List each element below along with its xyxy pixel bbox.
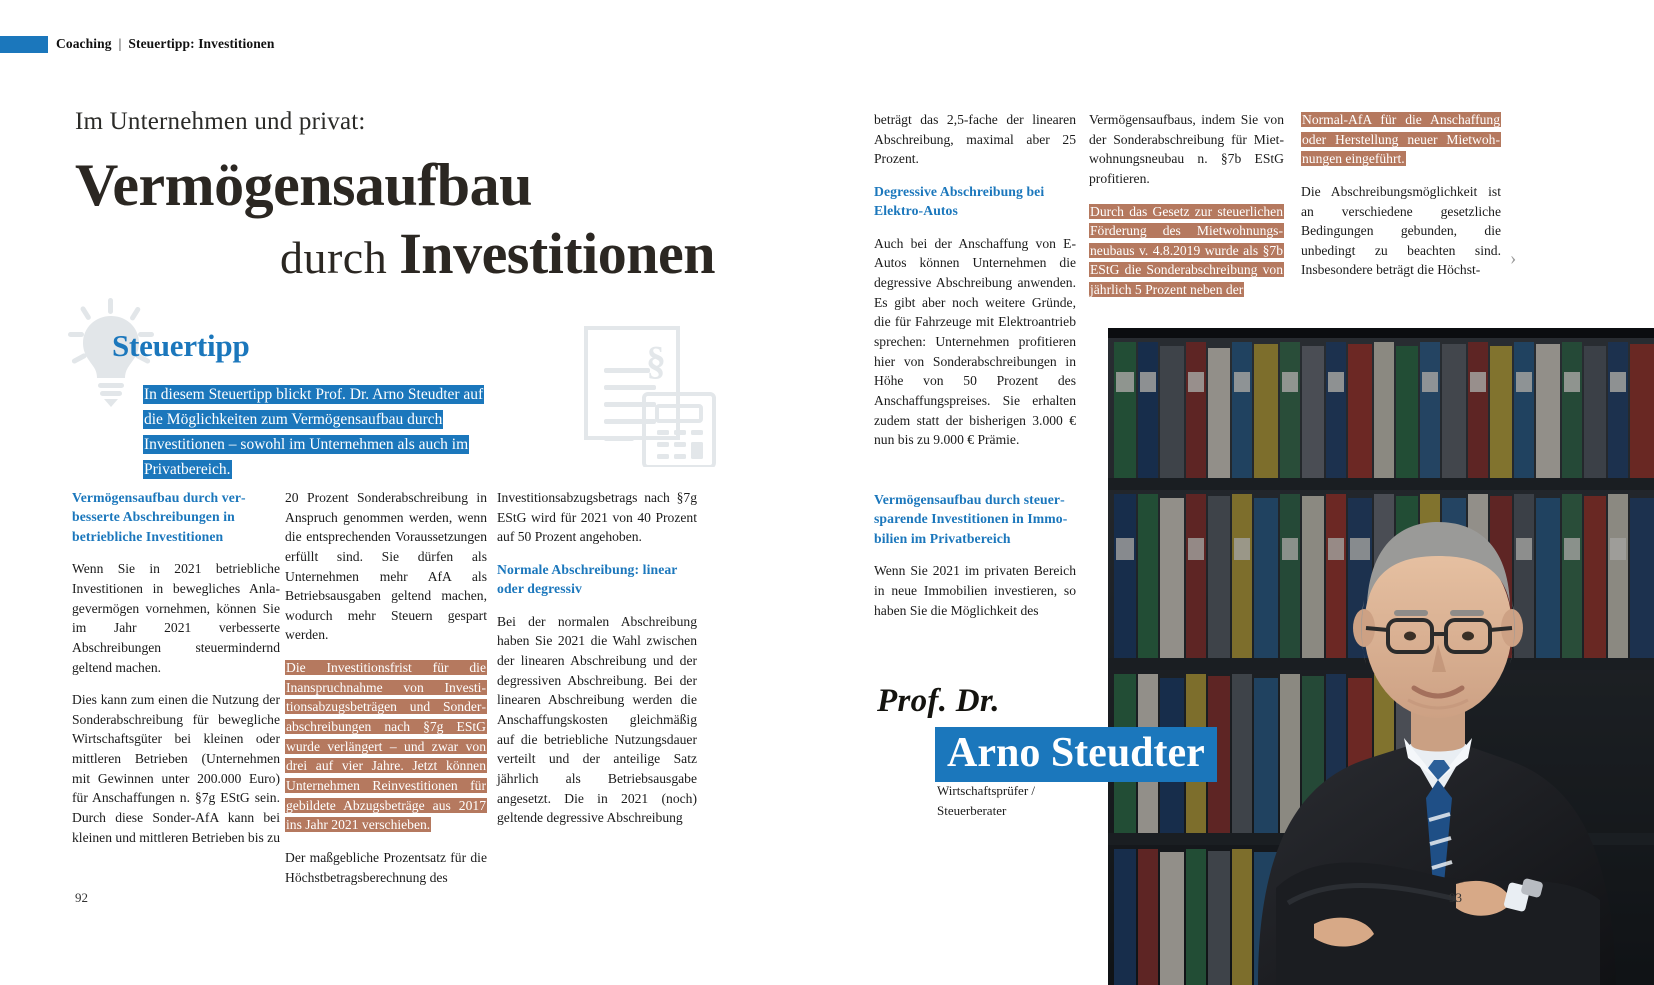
body-paragraph: Wenn Sie 2021 im privaten Bereich in neue Immobilien investieren, so haben Sie die Möglichkeit des — [874, 563, 1076, 618]
body-paragraph: Dies kann zum einen die Nutzung der Sonderabschreibung für bewegliche Wirtschaftsgüter bei kleinen oder mittleren Betrieben (Unternehmen mit Gewinnen unter 200.000 Euro) für Anschaffungen n. §7g EStG sein. Durch diese Sonder-AfA kann bei kleinen und mittleren Betrieben bis zu — [72, 692, 281, 845]
folio-left: 92 — [75, 890, 88, 905]
body-paragraph: Investitionsabzugsbetrags nach §7g EStG wird für 2021 von 40 Prozent auf 50 Prozent angehoben. — [497, 490, 697, 545]
paragraph-symbol: § — [646, 338, 666, 383]
title-line-2-bold: Investitionen — [399, 221, 715, 286]
body-paragraph: Bei der normalen Abschreibung haben Sie 2021 die Wahl zwischen der linearen Abschreibung und der degressiven Abschreibung. Bei der linearen Abschreibung werden die Anschaffungskosten gleichmäßig auf die betriebliche Nutzungsdauer verteilt und der anteilige Satz jährlich als Betriebsausgabe angesetzt. Die in 2021 (noch) geltende degressive Abschreibung — [497, 613, 697, 826]
byline-role-line-1: Wirtschaftsprüfer / — [937, 783, 1036, 798]
document-calculator-icon — [568, 322, 718, 467]
highlighted-paragraph — [285, 658, 487, 835]
running-header-section: Coaching — [56, 36, 112, 51]
title-line-2-light: durch — [279, 232, 400, 283]
folio-right: 93 — [1449, 890, 1462, 905]
article-lede-text: In diesem Steuertipp blickt Prof. Dr. Arno Steudter auf die Möglichkeiten zum Vermögensaufbau durch Investitionen – sowohl im Unternehmen als auch im Privatbereich. — [144, 386, 484, 479]
highlight-orange-text: Durch das Gesetz zur steuerlichen Förderung des Mietwohnungsneubaus v. 4.8.2019 wurde als §7b EStG die Sonderabschreibung von jährlich 5 Prozent neben der — [1090, 203, 1283, 298]
body-paragraph: Der maßgebliche Prozentsatz für die Höchstbetragsberechnung des — [285, 849, 487, 885]
body-paragraph: Wenn Sie in 2021 betriebliche Investitionen in bewegliches Anlagevermögen vornehmen, können Sie im Jahr 2021 verbesserte Abschreibungen steuermindernd geltend machen. — [72, 561, 280, 675]
left-column-2 — [285, 488, 487, 887]
running-header — [0, 34, 275, 54]
header-accent-bar — [0, 36, 48, 53]
heading-vermoegensaufbau-betrieblich: Vermögensaufbau durch verbesserte Abschreibungen in betriebliche Investitionen — [72, 490, 246, 544]
body-paragraph: Auch bei der Anschaffung von E-Autos können Unternehmen die degressive Abschreibung anwenden. Es gibt aber noch weitere Gründe, die für Fahrzeuge mit Elektroantrieb sprechen: Unternehmen profitieren hier von Sonderabschreibungen in Höhe von 50 Prozent des Anschaffungspreises. Sie erhalten zudem statt der bisherigen 3.000 € nun bis zu 9.000 € Prämie. — [874, 235, 1076, 448]
chevron-right-icon[interactable]: › — [1510, 248, 1517, 269]
byline-name: Arno Steudter — [935, 727, 1217, 782]
steuertipp-label: Steuertipp — [112, 328, 250, 363]
highlight-orange-text: Die Investitionsfrist für die Inanspruchnahme von Investitionsabzugsbeträgen und Sonderabschreibungen nach §7g EStG wurde verlängert – und zwar von drei auf vier Jahre. Jetzt können Unternehmen Reinvestitionen für gebildete Abzugsbeträge aus 2017 ins Jahr 2021 verschieben. — [286, 660, 486, 833]
body-paragraph: Die Abschreibungsmöglichkeit ist an verschiedene gesetzliche Bedingungen gebunden, die unbedingt zu beachten sind. Insbesondere beträgt die Höchst- — [1301, 183, 1501, 278]
byline-role-line-2: Steuerberater — [937, 802, 1007, 818]
article-kicker: Im Unternehmen und privat: — [75, 108, 366, 135]
portrait-illustration — [1108, 328, 1654, 985]
right-column-3 — [1301, 110, 1501, 280]
article-lede — [143, 382, 503, 482]
highlight-orange-text: Normal-AfA für die Anschaffung oder Herstellung neuer Mietwohnungen eingeführt. — [1302, 112, 1500, 167]
body-paragraph: beträgt das 2,5-fache der linearen Abschreibung, maximal aber 25 Prozent. — [874, 112, 1076, 167]
body-paragraph: 20 Prozent Sonderabschreibung in Anspruch genommen werden, wenn die entsprechenden Voraussetzungen erfüllt sind. Sie dürfen als Unternehmen mehr AfA als Betriebsausgaben geltend machen, wodurch mehr Steuern gespart werden. — [285, 490, 487, 643]
left-column-1 — [72, 488, 280, 847]
running-header-text — [56, 36, 275, 52]
right-column-2 — [1089, 110, 1284, 300]
heading-normale-abschreibung: Normale Abschreibung: linear oder degressiv — [497, 561, 678, 597]
heading-vermoegensaufbau-privat: Vermögensaufbau durch steuersparende Investitionen in Immobilien im Privatbereich — [874, 492, 1068, 546]
left-column-3 — [497, 488, 697, 828]
byline-role — [937, 781, 1035, 820]
highlighted-paragraph — [1301, 110, 1501, 169]
running-header-topic: Steuertipp: Investitionen — [128, 36, 275, 51]
title-line-2 — [75, 221, 715, 286]
page-title — [75, 152, 715, 286]
right-column-1-lower — [874, 490, 1076, 620]
byline-prefix: Prof. Dr. — [877, 683, 1000, 719]
portrait-photo — [1108, 328, 1654, 985]
title-line-1: Vermögensaufbau — [75, 152, 533, 218]
highlighted-paragraph — [1089, 202, 1284, 300]
right-column-1 — [874, 110, 1076, 450]
running-header-separator: | — [118, 36, 122, 51]
body-paragraph: Vermögensaufbaus, indem Sie von der Sonderabschreibung für Mietwohnungsneubau n. §7b EStG profitieren. — [1089, 112, 1284, 186]
heading-degressive-abschreibung-elektro: Degressive Abschreibung bei Elektro-Autos — [874, 183, 1045, 219]
